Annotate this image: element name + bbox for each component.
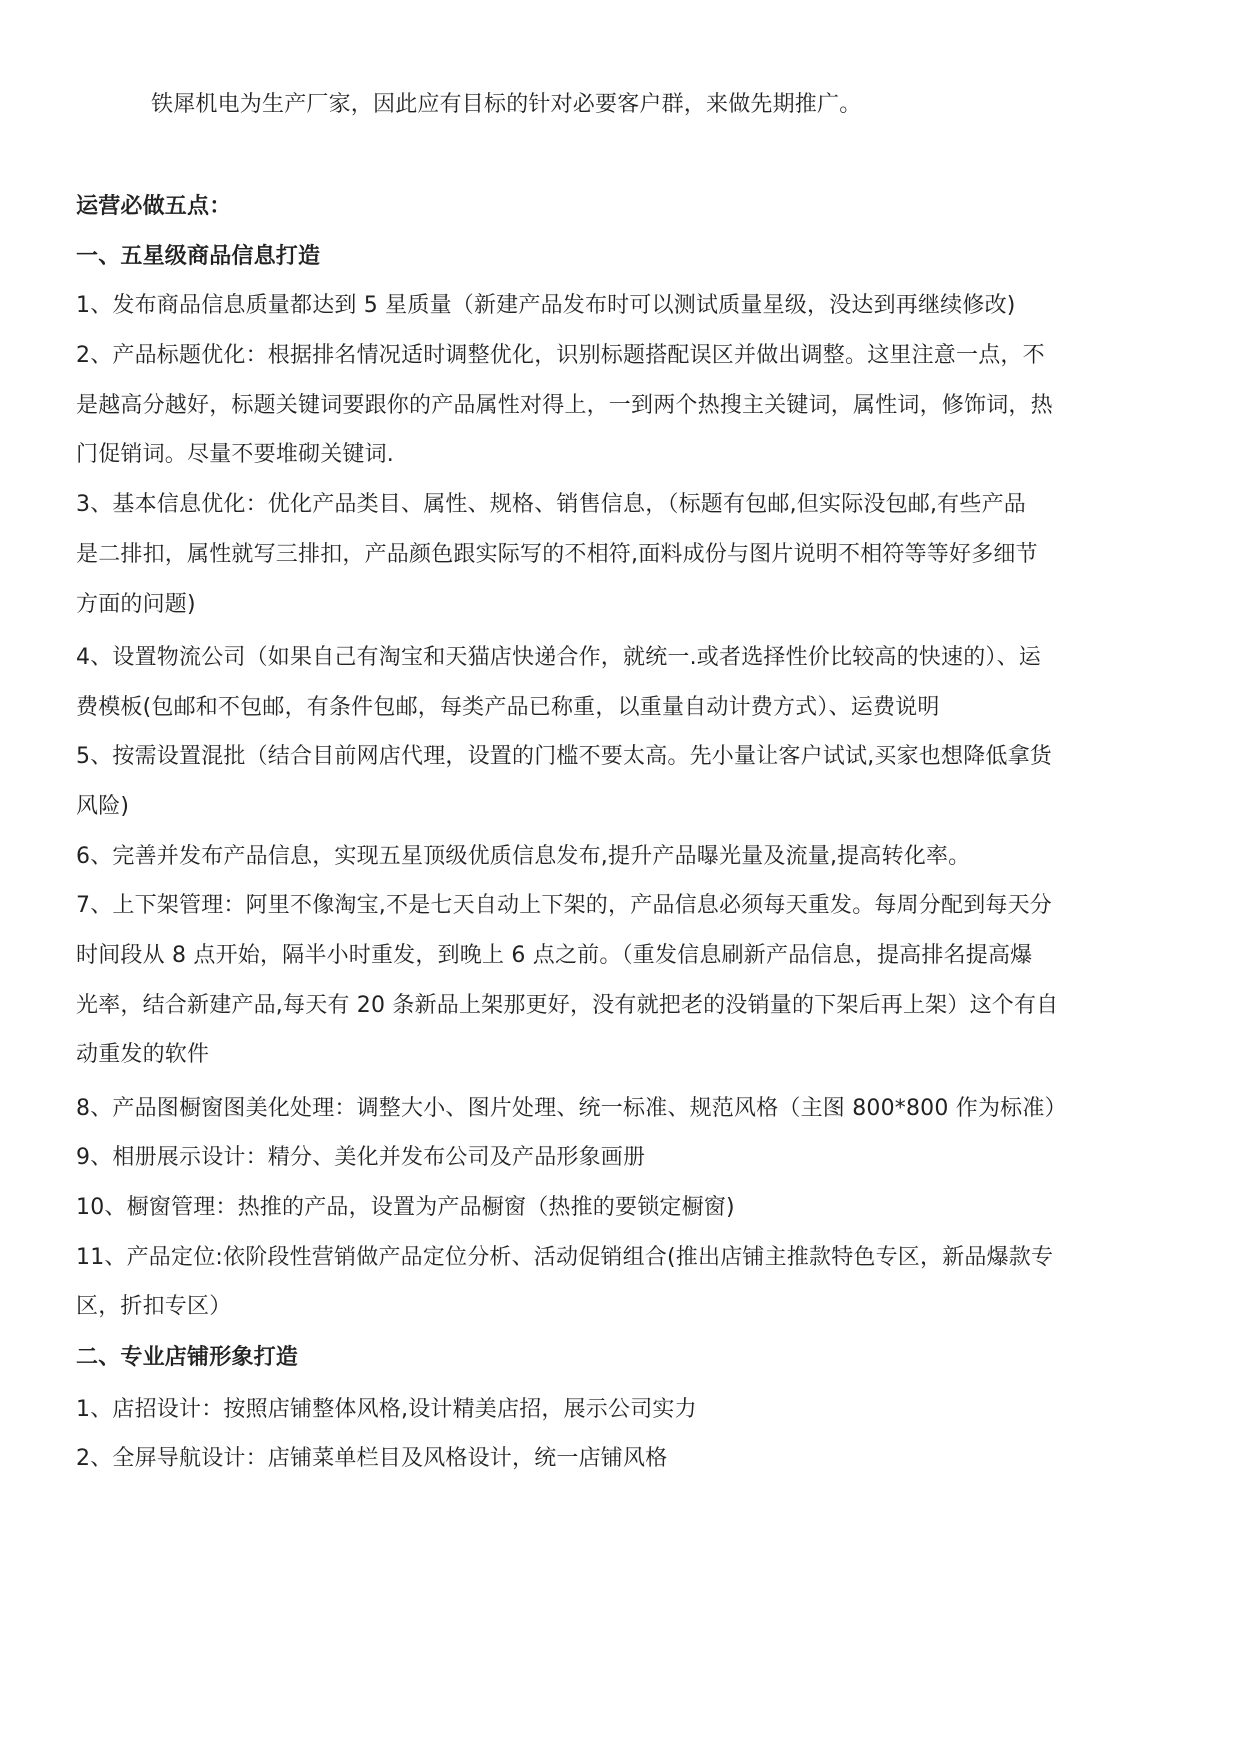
section-1-line: 11、产品定位:依阶段性营销做产品定位分析、活动促销组合(推出店铺主推款特色专区，新品爆款专 [76, 1245, 1054, 1270]
main-heading: 运营必做五点： [76, 194, 232, 219]
section-1-line: 6、完善并发布产品信息，实现五星顶级优质信息发布,提升产品曝光量及流量,提高转化率。 [76, 844, 971, 869]
section-1-line: 8、产品图橱窗图美化处理：调整大小、图片处理、统一标准、规范风格（主图 800*800 作为标准） [76, 1096, 1067, 1121]
section-2-title: 二、专业店铺形象打造 [76, 1345, 299, 1370]
section-1-line: 4、设置物流公司（如果自己有淘宝和天猫店快递合作，就统一.或者选择性价比较高的快速的）、运 [76, 645, 1041, 670]
section-1-line: 5、按需设置混批（结合目前网店代理，设置的门槛不要太高。先小量让客户试试,买家也想降低拿货 [76, 744, 1052, 769]
section-1-line: 动重发的软件 [76, 1042, 210, 1067]
section-1-line: 风险) [76, 794, 130, 819]
section-1-line: 光率，结合新建产品,每天有 20 条新品上架那更好，没有就把老的没销量的下架后再上架）这个有自 [76, 993, 1059, 1018]
section-1-line: 9、相册展示设计：精分、美化并发布公司及产品形象画册 [76, 1145, 646, 1170]
section-1-line: 方面的问题) [76, 592, 196, 617]
section-1-line: 10、橱窗管理：热推的产品，设置为产品橱窗（热推的要锁定橱窗) [76, 1195, 735, 1220]
section-2-line: 2、全屏导航设计：店铺菜单栏目及风格设计，统一店铺风格 [76, 1446, 668, 1471]
section-1-line: 是二排扣，属性就写三排扣，产品颜色跟实际写的不相符,面料成份与图片说明不相符等等好多细节 [76, 542, 1038, 567]
section-2-line: 1、店招设计：按照店铺整体风格,设计精美店招，展示公司实力 [76, 1397, 697, 1422]
section-1-title: 一、五星级商品信息打造 [76, 244, 321, 269]
intro-paragraph: 铁犀机电为生产厂家，因此应有目标的针对必要客户群，来做先期推广。 [151, 92, 862, 117]
section-1-line: 区，折扣专区） [76, 1294, 232, 1319]
section-1-line: 1、发布商品信息质量都达到 5 星质量（新建产品发布时可以测试质量星级，没达到再继续修改) [76, 293, 1016, 318]
section-1-line: 时间段从 8 点开始，隔半小时重发，到晚上 6 点之前。（重发信息刷新产品信息，提高排名提高爆 [76, 943, 1033, 968]
section-1-line: 费模板(包邮和不包邮，有条件包邮，每类产品已称重，以重量自动计费方式）、运费说明 [76, 695, 940, 720]
section-1-line: 7、上下架管理：阿里不像淘宝,不是七天自动上下架的，产品信息必须每天重发。每周分配到每天分 [76, 893, 1052, 918]
section-1-line: 是越高分越好，标题关键词要跟你的产品属性对得上，一到两个热搜主关键词，属性词，修饰词，热 [76, 393, 1053, 418]
section-1-line: 3、基本信息优化：优化产品类目、属性、规格、销售信息，（标题有包邮,但实际没包邮,有些产品 [76, 492, 1026, 517]
section-1-line: 2、产品标题优化：根据排名情况适时调整优化，识别标题搭配误区并做出调整。这里注意一点，不 [76, 343, 1045, 368]
section-1-line: 门促销词。尽量不要堆砌关键词. [76, 442, 394, 467]
